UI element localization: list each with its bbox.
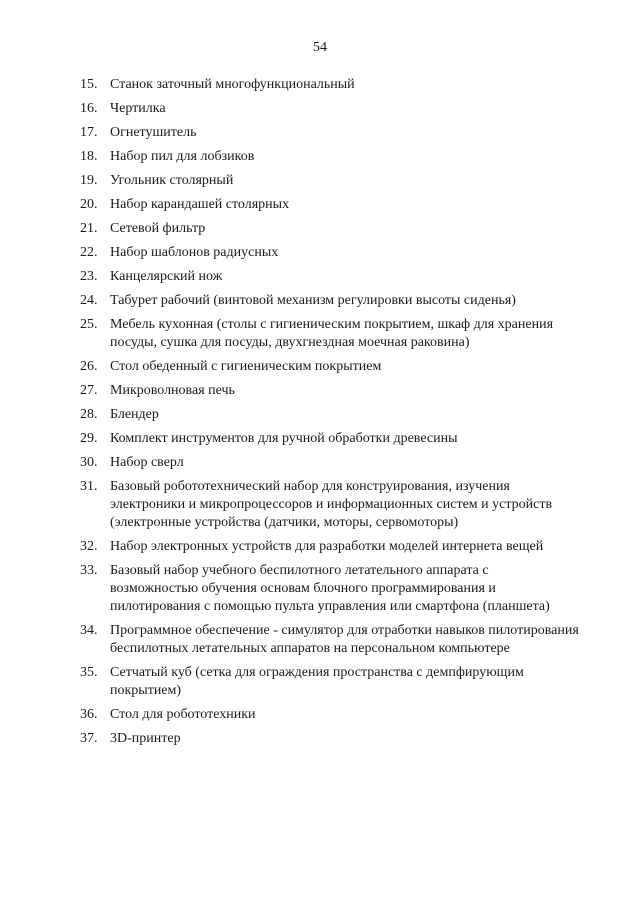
item-number: 18. <box>80 149 98 164</box>
item-text: Программное обеспечение - симулятор для отработки навыков пилотирования беспилотных летательных аппаратов на персональном компьютере <box>110 623 579 656</box>
item-number: 28. <box>80 407 98 422</box>
list-item <box>80 316 580 352</box>
list-item <box>80 622 580 658</box>
list-item <box>80 100 580 118</box>
item-number: 31. <box>80 479 98 494</box>
item-text: Угольник столярный <box>110 173 234 188</box>
item-number: 33. <box>80 563 98 578</box>
item-text: Станок заточный многофункциональный <box>110 77 355 92</box>
item-text: Набор сверл <box>110 455 184 470</box>
item-number: 25. <box>80 317 98 332</box>
list-item <box>80 268 580 286</box>
item-number: 20. <box>80 197 98 212</box>
item-number: 35. <box>80 665 98 680</box>
list-item <box>80 196 580 214</box>
item-number: 29. <box>80 431 98 446</box>
item-number: 26. <box>80 359 98 374</box>
item-text: Чертилка <box>110 101 166 116</box>
item-text: Сетчатый куб (сетка для ограждения пространства с демпфирующим покрытием) <box>110 665 524 698</box>
item-text: Стол обеденный с гигиеническим покрытием <box>110 359 382 374</box>
item-text: Стол для робототехники <box>110 707 256 722</box>
list-item <box>80 124 580 142</box>
item-number: 23. <box>80 269 98 284</box>
item-number: 32. <box>80 539 98 554</box>
item-text: Мебель кухонная (столы с гигиеническим покрытием, шкаф для хранения посуды, сушка для посуды, двухгнездная моечная раковина) <box>110 317 554 350</box>
list-item <box>80 406 580 424</box>
item-number: 24. <box>80 293 98 308</box>
list-item <box>80 382 580 400</box>
item-text: Базовый робототехнический набор для конструирования, изучения электроники и микропроцессоров и информационных систем и устройств (электронные устройства (датчики, моторы, сервомоторы) <box>110 479 553 530</box>
item-text: Базовый набор учебного беспилотного летательного аппарата с возможностью обучения основам блочного программирования и пилотирования с помощью пульта управления или смартфона (планшета) <box>110 563 550 614</box>
item-number: 36. <box>80 707 98 722</box>
list-item <box>80 730 580 748</box>
list-item <box>80 562 580 616</box>
item-text: Комплект инструментов для ручной обработки древесины <box>110 431 458 446</box>
item-number: 37. <box>80 731 98 746</box>
item-number: 15. <box>80 77 98 92</box>
item-text: Огнетушитель <box>110 125 197 140</box>
item-number: 22. <box>80 245 98 260</box>
list-item <box>80 220 580 238</box>
list-item <box>80 706 580 724</box>
item-number: 16. <box>80 101 98 116</box>
list-item <box>80 478 580 532</box>
list-item <box>80 292 580 310</box>
list-item <box>80 244 580 262</box>
list-item <box>80 538 580 556</box>
page-number: 54 <box>313 40 327 55</box>
item-text: Канцелярский нож <box>110 269 223 284</box>
item-text: Набор шаблонов радиусных <box>110 245 279 260</box>
item-number: 34. <box>80 623 98 638</box>
list-item <box>80 172 580 190</box>
item-text: Набор электронных устройств для разработки моделей интернета вещей <box>110 539 544 554</box>
item-number: 27. <box>80 383 98 398</box>
item-text: Набор пил для лобзиков <box>110 149 255 164</box>
item-text: Микроволновая печь <box>110 383 235 398</box>
item-number: 21. <box>80 221 98 236</box>
list-item <box>80 358 580 376</box>
list-item <box>80 148 580 166</box>
list-item <box>80 454 580 472</box>
item-text: Набор карандашей столярных <box>110 197 290 212</box>
list-item <box>80 430 580 448</box>
item-text: Сетевой фильтр <box>110 221 206 236</box>
list-item <box>80 664 580 700</box>
item-number: 17. <box>80 125 98 140</box>
list-item <box>80 76 580 94</box>
equipment-list <box>80 76 580 754</box>
item-number: 30. <box>80 455 98 470</box>
item-text: Табурет рабочий (винтовой механизм регулировки высоты сиденья) <box>110 293 516 308</box>
item-text: 3D-принтер <box>110 731 181 746</box>
item-number: 19. <box>80 173 98 188</box>
item-text: Блендер <box>110 407 159 422</box>
